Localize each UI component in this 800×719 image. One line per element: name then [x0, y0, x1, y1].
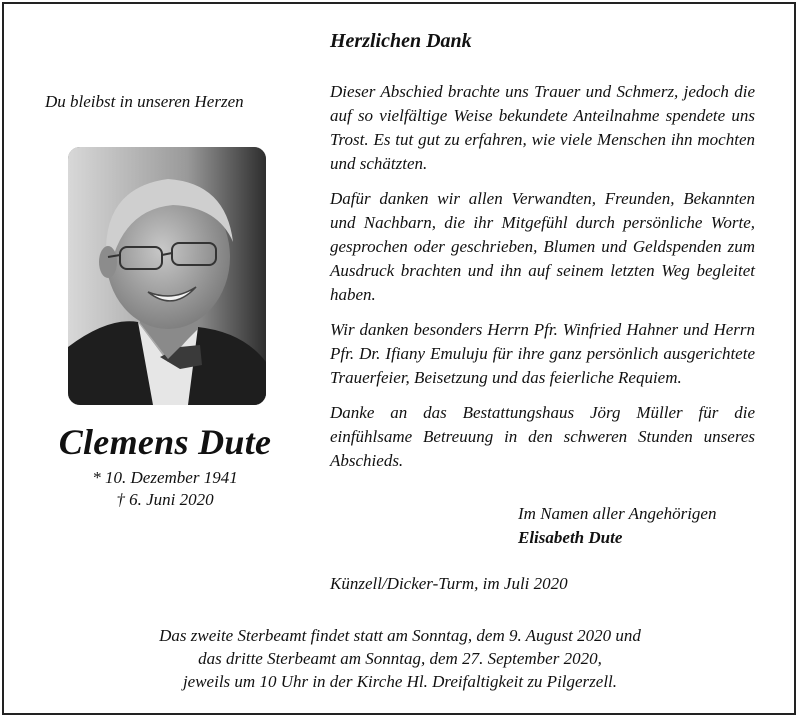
death-date: † 6. Juni 2020 — [116, 490, 214, 509]
paragraph: Dieser Abschied brachte uns Trauer und Schmerz, jedoch die auf so vielfältige Weise bekundete Anteilnahme spendete uns Trost. Es tut gut zu erfahren, wie viele Menschen ihn mochten und schätzten. — [330, 82, 755, 173]
paragraph: Danke an das Bestattungshaus Jörg Müller für die einfühlsame Betreuung in den schweren Stunden unseres Abschieds. — [330, 403, 755, 470]
motto: Du bleibst in unseren Herzen — [45, 92, 244, 111]
life-dates — [40, 467, 290, 511]
signature-block — [518, 502, 716, 550]
signature-line: Im Namen aller Angehörigen — [518, 504, 717, 523]
birth-date: * 10. Dezember 1941 — [92, 468, 238, 487]
mass-announcement — [40, 624, 760, 693]
portrait-photo — [68, 147, 266, 405]
footer-line: Das zweite Sterbeamt findet statt am Sonntag, dem 9. August 2020 und — [159, 626, 641, 645]
footer-line: das dritte Sterbeamt am Sonntag, dem 27. September 2020, — [198, 649, 602, 668]
paragraph: Wir danken besonders Herrn Pfr. Winfried Hahner und Herrn Pfr. Dr. Ifiany Emuluju für ihre ganz persönlich ausgerichtete Trauerfeier, Beisetzung und das feierliche Requiem. — [330, 320, 755, 387]
thanks-body — [330, 80, 755, 484]
place-date: Künzell/Dicker-Turm, im Juli 2020 — [330, 574, 568, 593]
paragraph: Dafür danken wir allen Verwandten, Freunden, Bekannten und Nachbarn, die ihr Mitgefühl durch persönliche Worte, gesprochen oder geschrieben, Blumen und Geldspenden zum Ausdruck brachten und ihn auf seinem letzten Weg begleitet haben. — [330, 189, 755, 304]
signature-name: Elisabeth Dute — [518, 528, 623, 547]
deceased-name: Clemens Dute — [58, 422, 272, 462]
thanks-heading: Herzlichen Dank — [330, 30, 472, 52]
footer-line: jeweils um 10 Uhr in der Kirche Hl. Dreifaltigkeit zu Pilgerzell. — [182, 672, 618, 691]
